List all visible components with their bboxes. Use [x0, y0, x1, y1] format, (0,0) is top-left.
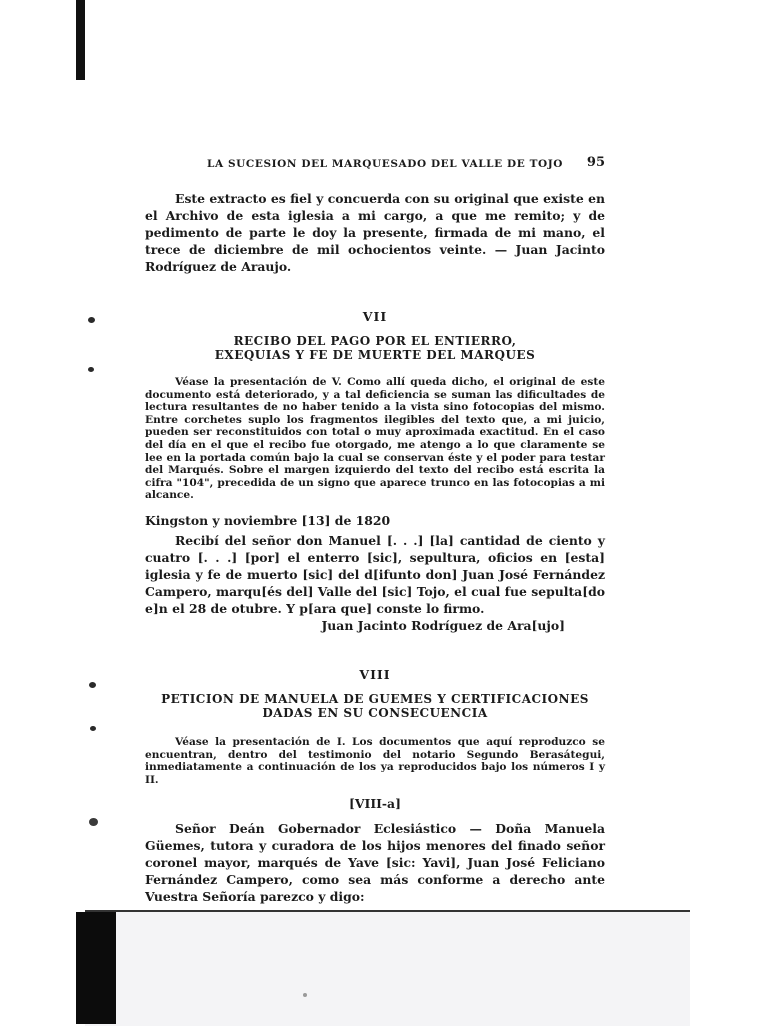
editorial-note-viii: Véase la presentación de I. Los documentos que aquí reproduzco se encuentran, dentro del testimonio del notario Segundo Berasátegui, inmediatamente a continuación de los ya reproducidos bajo los números I y II.: [145, 735, 605, 786]
dateline: Kingston y noviembre [13] de 1820: [145, 512, 391, 528]
section-number-viii: VIII: [359, 666, 391, 682]
subsection-heading: [VIII-a]: [349, 796, 401, 812]
section-number-vii: VII: [362, 309, 388, 324]
page-edge-shadow: [76, 0, 85, 80]
petition-text: Señor Deán Gobernador Eclesiástico — Doña Manuela Güemes, tutora y curadora de los hijos menores del finado señor coronel mayor, marqués de Yave [sic: Yavi], Juan José Feliciano Fernández Campero, como sea más conforme a derecho ante Vuestra Señoría parezco y digo:: [145, 821, 605, 905]
book-page: [145, 150, 605, 905]
page-number: 95: [586, 155, 605, 170]
margin-smudge: [88, 367, 94, 372]
section-title-viii-line1: PETICION DE MANUELA DE GUEMES Y CERTIFICACIONES: [161, 691, 589, 706]
margin-smudge: [90, 726, 96, 731]
running-head: [145, 150, 605, 172]
page-edge-bottom-shadow: [76, 912, 116, 1024]
lower-sheet-mark: [303, 993, 307, 997]
running-title: LA SUCESION DEL MARQUESADO DEL VALLE DE TOJO: [207, 158, 564, 170]
section-title-viii-line2: DADAS EN SU CONSECUENCIA: [262, 705, 488, 720]
signature: Juan Jacinto Rodríguez de Ara[ujo]: [321, 617, 565, 633]
editorial-note-vii: Véase la presentación de V. Como allí queda dicho, el original de este documento está deteriorado, y a tal deficiencia se suman las dificultades de lectura resultantes de no haber tenido a la vista sino fotocopias del mismo. Entre corchetes suplo los fragmentos ilegibles del texto que, a mi juicio, pueden ser reconstituidos con total o muy aproximada exactitud. En el caso del día en el que el recibo fue otorgado, me atengo a lo que claramente se lee en la portada común bajo la cual se conservan éste y el poder para testar del Marqués. Sobre el margen izquierdo del texto del recibo está escrita la cifra "104", precedida de un signo que aparece trunco en las fotocopias a mi alcance.: [145, 376, 605, 502]
lower-sheet: [85, 910, 690, 1026]
margin-smudge: [88, 317, 95, 323]
section-title-vii-line2: EXEQUIAS Y FE DE MUERTE DEL MARQUES: [214, 348, 536, 362]
margin-smudge: [89, 818, 98, 826]
section-title-vii-line1: RECIBO DEL PAGO POR EL ENTIERRO,: [233, 334, 517, 348]
margin-smudge: [89, 682, 96, 688]
receipt-text: Recibí del señor don Manuel [. . .] [la] cantidad de ciento y cuatro [. . .] [por] el enterro [sic], sepultura, oficios en [esta] iglesia y fe de muerto [sic] del d[ifunto don] Juan José Fernández Campero, marqu[és del] Valle del [sic] Tojo, el cual fue sepulta[do e]n el 28 de otubre. Y p[ara que] conste lo firmo.: [145, 532, 605, 616]
extract-paragraph: Este extracto es fiel y concuerda con su original que existe en el Archivo de esta iglesia a mi cargo, a que me remito; y de pedimento de parte le doy la presente, firmada de mi mano, el trece de diciembre de mil ochocientos veinte. — Juan Jacinto Rodríguez de Araujo.: [145, 191, 605, 274]
